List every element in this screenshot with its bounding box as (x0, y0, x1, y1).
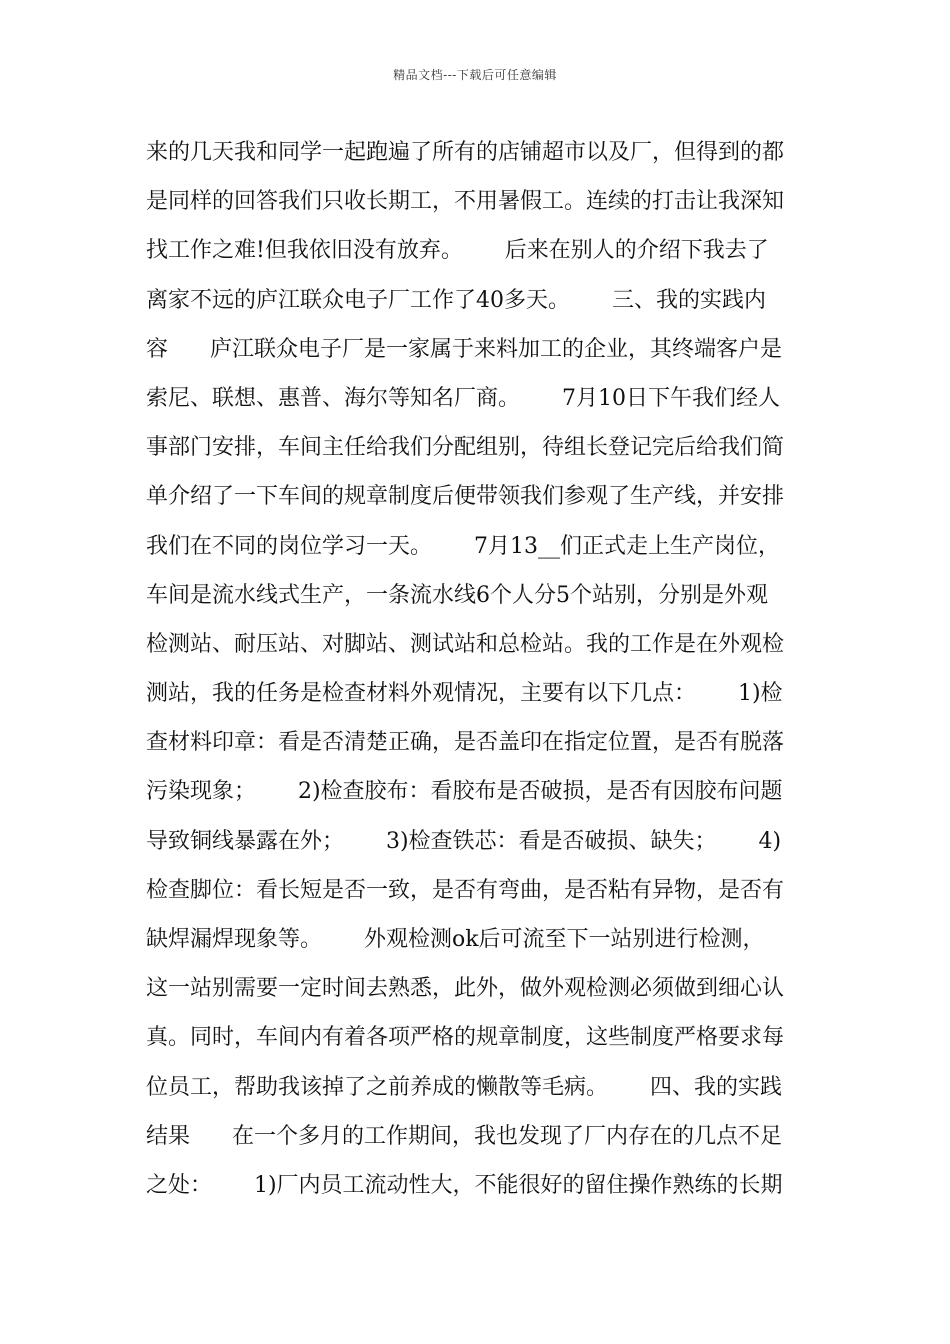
text-line: 这一站别需要一定时间去熟悉，此外，做外观检测必须做到细心认 (146, 976, 785, 1002)
text-line: 是同样的回答我们只收长期工，不用暑假工。连续的打击让我深知 (146, 189, 785, 215)
text-line: 缺焊漏焊现象等。 外观检测ok后可流至下一站别进行检测， (146, 927, 765, 952)
text-line: 查材料印章：看是否清楚正确，是否盖印在指定位置，是否有脱落 (146, 730, 785, 756)
text-line: 之处： 1)厂内员工流动性大，不能很好的留住操作熟练的长期 (146, 1172, 783, 1198)
text-line: 测站，我的任务是检查材料外观情况，主要有以下几点： 1)检 (146, 681, 783, 707)
text-line: 检查脚位：看长短是否一致，是否有弯曲，是否粘有异物，是否有 (146, 877, 785, 903)
text-line: 来的几天我和同学一起跑遍了所有的店铺超市以及厂，但得到的都 (146, 140, 785, 165)
text-line: 我们在不同的岗位学习一天。 7月13__们正式走上生产岗位， (146, 533, 780, 559)
text-line: 污染现象； 2)检查胶布：看胶布是否破损，是否有因胶布问题 (146, 779, 783, 805)
page-header: 精品文档---下载后可任意编辑 (393, 68, 557, 82)
text-line: 位员工，帮助我该掉了之前养成的懒散等毛病。 四、我的实践 (146, 1074, 782, 1100)
body-text (146, 128, 806, 1210)
text-line: 离家不远的庐江联众电子厂工作了40多天。 三、我的实践内 (146, 287, 766, 313)
text-line: 单介绍了一下车间的规章制度后便带领我们参观了生产线，并安排 (146, 484, 785, 510)
text-line: 找工作之难!但我依旧没有放弃。 后来在别人的介绍下我去了 (146, 238, 769, 264)
text-line: 检测站、耐压站、对脚站、测试站和总检站。我的工作是在外观检 (146, 631, 785, 657)
text-line: 事部门安排，车间主任给我们分配组别，待组长登记完后给我们简 (146, 435, 785, 461)
text-line: 索尼、联想、惠普、海尔等知名厂商。 7月10日下午我们经人 (146, 385, 780, 411)
text-line: 结果 在一个多月的工作期间，我也发现了厂内存在的几点不足 (146, 1123, 782, 1149)
text-line: 导致铜线暴露在外； 3)检查铁芯：看是否破损、缺失； 4) (146, 828, 782, 854)
text-line: 真。同时，车间内有着各项严格的规章制度，这些制度严格要求每 (146, 1025, 785, 1051)
text-line: 车间是流水线式生产，一条流水线6个人分5个站别，分别是外观 (146, 582, 768, 608)
text-line: 容 庐江联众电子厂是一家属于来料加工的企业，其终端客户是 (146, 336, 782, 362)
